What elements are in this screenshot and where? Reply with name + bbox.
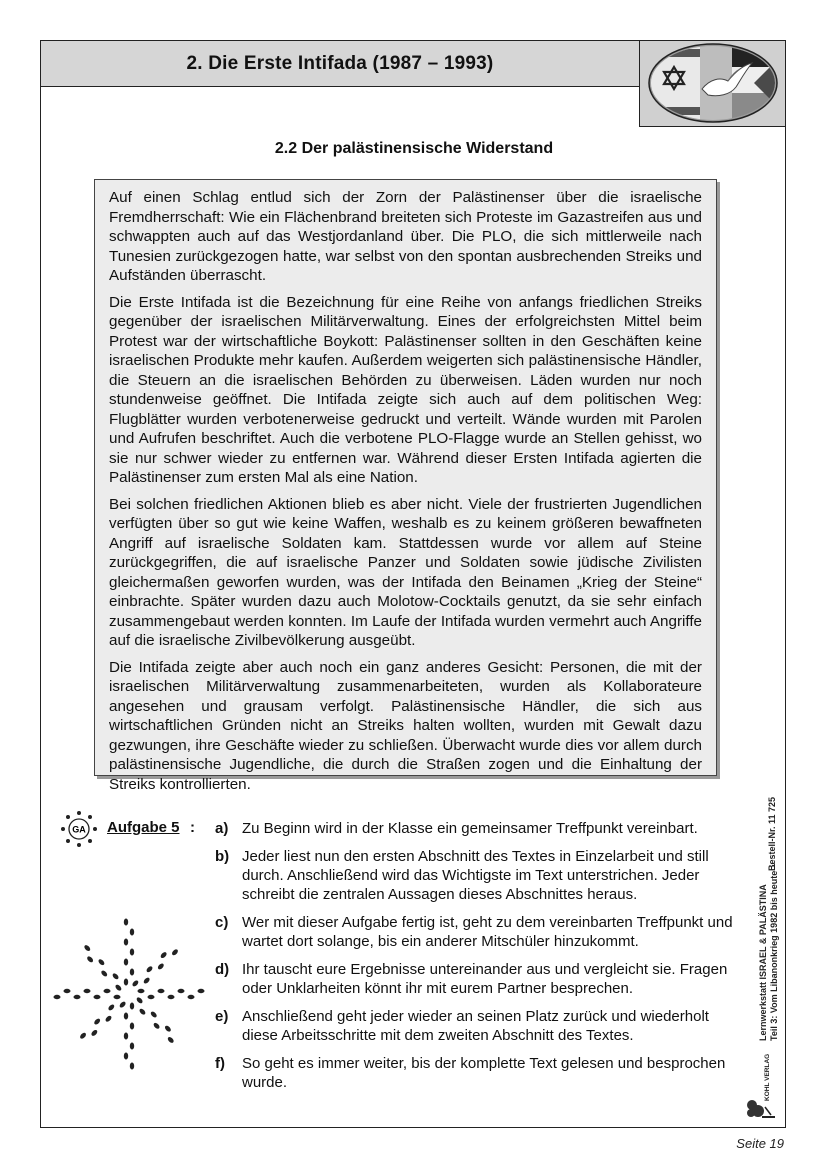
star-of-david-dove-flags-icon [640,41,786,127]
publisher-logo-icon [743,1053,783,1121]
publisher-name: KOHL VERLAG [764,1053,771,1101]
group-work-badge: GA [72,824,86,835]
task-text: Wer mit dieser Aufgabe fertig ist, geht zu dem vereinbarten Treffpunkt und wartet dort solange, bis ein anderer Mitschüler hinzukommt. [242,914,733,950]
task-letter: e) [215,1008,229,1025]
reading-text-box [94,179,717,793]
task-item [215,847,745,904]
footprints-star-icon [49,909,209,1079]
task-item [215,819,745,838]
series-part: Teil 3: Vom Libanonkrieg 1982 bis heute – [769,863,779,1041]
task-list [215,819,745,1101]
task-text: Anschließend geht jeder wieder an seinen Platz zurück und wiederholt diese Arbeitsschritte mit dem zweiten Abschnitt des Textes. [242,1008,709,1044]
header-bar [41,41,639,87]
page-frame [40,40,786,1128]
task-item [215,913,745,951]
chapter-logo [639,41,785,127]
text-paragraph: Bei solchen friedlichen Aktionen blieb es aber nicht. Viele der frustrierten Jugendlichen verfügten über so gut wie keine Waffen, weshalb es zu keinem größeren bewaffneten Angriff auf israelische Soldaten kam. Stattdessen wurde vor allem auf Steine zurückgegriffen, die auf israelische Panzer und Soldaten sowie jüdische Zivilisten gleichermaßen geworfen wurden, was der Intifada den Beinamen „Krieg der Steine“ einbrachte. Später wurden dazu auch Molotow-Cocktails genutzt, da sie sehr einfach zusammengebaut werden konnten. Im Laufe der Intifada wurden vermehrt auch Angriffe auf die israelische Zivilbevölkerung ausgeübt. [109,495,702,649]
task-heading: Aufgabe 5 [107,819,180,836]
task-text: So geht es immer weiter, bis der komplette Text gelesen und besprochen wurde. [242,1055,726,1091]
task-item [215,1007,745,1045]
page-number: Seite 19 [736,1136,784,1151]
chapter-title: 2. Die Erste Intifada (1987 – 1993) [186,52,494,74]
task-item [215,960,745,998]
task-item [215,1054,745,1092]
text-paragraph: Auf einen Schlag entlud sich der Zorn der Palästinenser über die israelische Fremdherrschaft: Wie ein Flächenbrand breiteten sich Proteste im Gazastreifen aus und schwappten auch auf das Westjordanland über. Die PLO, die sich mittlerweile nach Tunesien zurückgezogen hatte, war selbst von den spontan ausbrechenden Streiks und Aufständen überrascht. [109,189,702,284]
task-text: Zu Beginn wird in der Klasse ein gemeinsamer Treffpunkt vereinbart. [242,820,698,837]
task-heading-colon: : [190,819,195,836]
series-info [758,863,780,1041]
series-title: Lernwerkstatt ISRAEL & PALÄSTINA [758,884,768,1041]
task-letter: a) [215,820,229,837]
text-paragraph: Die Intifada zeigte aber auch noch ein ganz anderes Gesicht: Personen, die mit der israelischen Militärverwaltung zusammenarbeiteten, wurden als Kollaborateure angesehen und grausam verfolgt. Palästinensische Händler, die sich aus wirtschaftlichen Gründen nicht an Streiks halten wollten, wurden mit Gewalt dazu gezwungen, ihre Geschäfte wieder zu schließen. Überwacht wurde dies vor allem durch palästinensische Jugendliche, die durch die Straßen zogen und die Einhaltung der Streiks kontrollierten. [109,658,702,793]
section-subtitle: 2.2 Der palästinensische Widerstand [274,140,554,157]
text-paragraph: Die Erste Intifada ist die Bezeichnung für eine Reihe von anfangs friedlichen Streiks gegenüber der israelischen Militärverwaltung. Eines der erfolgreichsten Mittel beim Protest war der wirtschaftliche Boykott: Palästinenser sollten in den Geschäften keine israelischen Produkte mehr kaufen. Außerdem weigerten sich palästinensische Händler, die Steuern an die israelischen Behörden zu überweisen. Läden wurden nur noch stundenweise geöffnet. Die Intifada zeigte sich auch auf dem politischen Weg: Flugblätter wurden verbotenerweise gedruckt und verteilt. Wände wurden mit Parolen und Aufrufen beschriftet. Auch die verbotene PLO-Flagge wurde an Stellen gehisst, wo sie nur schwer wieder zu entfernen war. Während dieser Ersten Intifada agierten die Palästinenser zum ersten Mal als eine Nation. [109,293,702,486]
task-letter: b) [215,848,230,865]
group-work-icon [59,809,99,849]
task-letter: c) [215,914,229,931]
task-letter: f) [215,1055,225,1072]
order-number: Bestell-Nr. 11 725 [767,796,777,871]
task-letter: d) [215,961,230,978]
task-text: Ihr tauscht eure Ergebnisse untereinander aus und vergleicht sie. Fragen oder Unklarheiten könnt ihr mit eurem Partner besprechen. [242,961,728,997]
footprint-trail [54,919,205,1070]
task-text: Jeder liest nun den ersten Abschnitt des Textes in Einzelarbeit und still durch. Anschließend wird das Wichtigste im Text unterstrichen. Jeder schreibt die zentralen Aussagen dieses Abschnittes heraus. [242,848,709,903]
